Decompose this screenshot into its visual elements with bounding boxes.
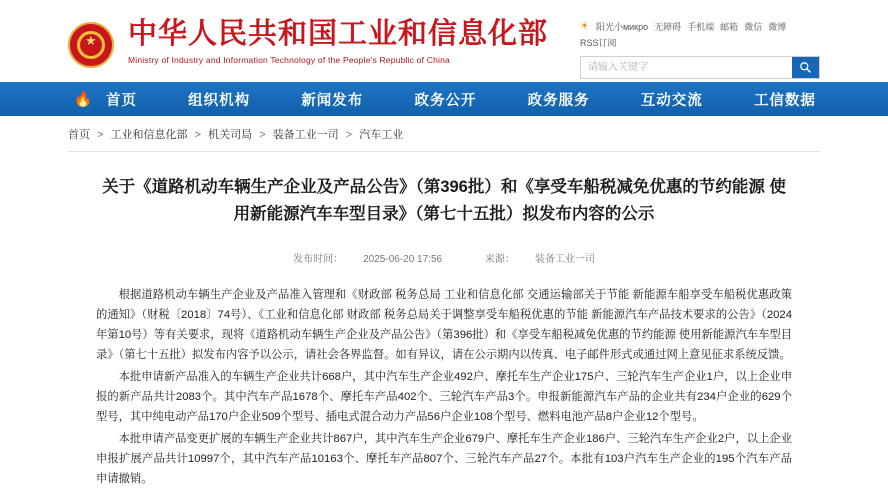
article-paragraph: 本批申请产品变更扩展的车辆生产企业共计867户，其中汽车生产企业679户、摩托车生产企业186户、三轮汽车生产企业2户，以上企业申报扩展产品共计10997个，其中汽车产品10163个、摩托车产品807个、三轮汽车产品27个。本批有103户汽车生产企业的195个汽车产品申请撤销。 (96, 433, 792, 485)
breadcrumb-item-0[interactable]: 首页 (68, 129, 90, 141)
nav-item-government-services[interactable]: 政务服务 (527, 92, 590, 109)
search-icon (799, 61, 812, 74)
header-right (580, 20, 820, 79)
nav-item-news[interactable]: 新闻发布 (301, 92, 364, 109)
breadcrumb-separator: > (345, 129, 353, 141)
nav-item-organization[interactable]: 组织机构 (188, 92, 251, 109)
breadcrumb-item-1[interactable]: 工业和信息化部 (110, 129, 188, 141)
top-link-3[interactable]: 邮箱 (720, 22, 739, 32)
article-source: 来源： 装备工业一司 (484, 254, 595, 265)
nav-item-home[interactable]: 首页 (106, 92, 137, 109)
article-paragraph: 根据道路机动车辆生产企业及产品准入管理和《财政部 税务总局 工业和信息化部 交通运输部关于节能 新能源车船享受车船税优惠政策的通知》（财税〔2018〕74号）、《工业和信息化部 财政部 税务总局关于调整享受车船税优惠的节能 新能源汽车产品技术要求的公告》（2024年第10号）等有关要求，现将《道路机动车辆生产企业及产品公告》（第396批）和《享受车船税减免优惠的节约能源 使用新能源汽车车型目录》（第七十五批）拟发布内容予以公示，请社会各界监督。如有异议，请在公示期内以传真、电子邮件形式或通过网上意见征求系统反馈。 (96, 289, 792, 361)
breadcrumb-separator: > (259, 129, 266, 141)
rss-link[interactable]: RSS订阅 (580, 38, 617, 48)
top-link-0[interactable]: 阳光小микро (595, 22, 649, 32)
article (0, 174, 888, 489)
publish-time: 发布时间： 2025-06-20 17:56 (293, 254, 443, 265)
search-bar (580, 56, 820, 79)
top-link-2[interactable]: 手机端 (687, 22, 715, 32)
breadcrumb-separator: > (194, 129, 202, 141)
search-input[interactable] (581, 57, 792, 78)
site-title-block (128, 18, 548, 66)
nav-item-interaction[interactable]: 互动交流 (640, 92, 703, 109)
top-links (580, 20, 820, 33)
article-meta (96, 250, 792, 265)
breadcrumb-item-3[interactable]: 装备工业一司 (272, 129, 339, 141)
nav-item-government-openness[interactable]: 政务公开 (414, 92, 477, 109)
main-nav (0, 82, 888, 116)
breadcrumb-divider (68, 151, 820, 152)
national-emblem-icon: ★ (68, 22, 114, 68)
nav-item-data[interactable]: 工信数据 (753, 92, 816, 109)
site-header (0, 0, 888, 82)
top-link-4[interactable]: 微信 (744, 22, 763, 32)
breadcrumb (68, 126, 888, 142)
site-title-en: Ministry of Industry and Information Technology of the People's Republic of China (128, 55, 450, 65)
article-body (96, 285, 792, 489)
article-paragraph: 本批申请新产品准入的车辆生产企业共计668户，其中汽车生产企业492户、摩托车生产企业175户、三轮汽车生产企业1户，以上企业申报的新产品共计2083个。其中汽车产品1678个、摩托车产品402个、三轮汽车产品3个。申报新能源汽车产品的企业共有234户企业的629个型号，其中纯电动产品170户企业509个型号、插电式混合动力产品56户企业108个型号、燃料电池产品8户企业12个型号。 (96, 371, 792, 423)
sun-icon: ☀ (580, 21, 589, 32)
breadcrumb-separator: > (97, 129, 104, 141)
article-title: 关于《道路机动车辆生产企业及产品公告》（第396批）和《享受车船税减免优惠的节约能源 使用新能源汽车车型目录》（第七十五批）拟发布内容的公示 (102, 178, 786, 223)
top-link-1[interactable]: 无障碍 (654, 22, 682, 32)
site-title-cn: 中华人民共和国工业和信息化部 (128, 18, 549, 50)
breadcrumb-item-2[interactable]: 机关司局 (208, 129, 253, 141)
top-link-5[interactable]: 微博 (768, 22, 787, 32)
search-button[interactable] (792, 57, 819, 78)
breadcrumb-item-4[interactable]: 汽车工业 (359, 129, 404, 141)
home-flame-icon[interactable]: 🔥 (73, 91, 93, 108)
